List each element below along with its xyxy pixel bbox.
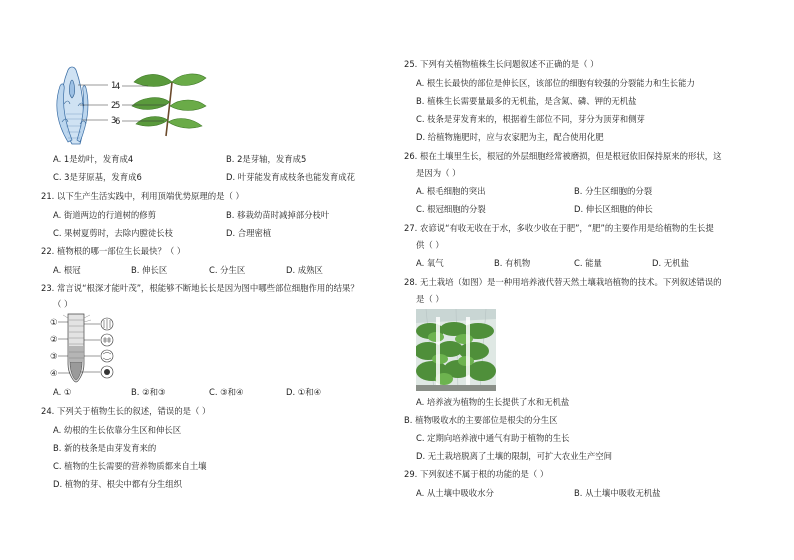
q23-fig-label-1: ① bbox=[50, 317, 58, 327]
q22-option-a: A. 根冠 bbox=[53, 265, 81, 275]
q25-stem: 25. 下列有关植物植株生长问题叙述不正确的是（ ） bbox=[404, 59, 599, 69]
q20-option-b: B. 2是芽轴，发育成5 bbox=[226, 154, 307, 164]
stem-label-5: 5 bbox=[115, 100, 121, 110]
q24-option-c: C. 植物的生长需要的营养物质都来自土壤 bbox=[53, 461, 207, 471]
q21-option-a: A. 街道两边的行道树的修剪 bbox=[53, 210, 157, 220]
q21-option-b: B. 移栽幼苗时减掉部分枝叶 bbox=[226, 210, 330, 220]
q27-stem-line1: 27. 农谚说“有收无收在于水，多收少收在于肥”，“肥”的主要作用是给植物的生长提 bbox=[404, 223, 714, 233]
q29-option-a: A. 从土壤中吸收水分 bbox=[416, 488, 494, 498]
q22-stem: 22. 植物根的哪一部位生长最快？（ ） bbox=[41, 246, 186, 256]
q23-fig-label-3: ③ bbox=[50, 351, 58, 361]
root-tip-figure bbox=[48, 312, 128, 384]
q28-stem-line1: 28. 无土栽培（如图）是一种用培养液代替天然土壤栽培植物的技术。下列叙述错误的 bbox=[404, 277, 722, 287]
q27-option-d: D. 无机盐 bbox=[652, 258, 689, 268]
q22-option-d: D. 成熟区 bbox=[286, 265, 323, 275]
q26-option-c: C. 根冠细胞的分裂 bbox=[416, 204, 486, 214]
q21-option-c: C. 果树夏剪时，去除内膛徒长枝 bbox=[53, 228, 174, 238]
q28-option-b: B. 植物吸收水的主要部位是根尖的分生区 bbox=[404, 415, 558, 425]
q23-option-c: C. ③和④ bbox=[209, 387, 244, 397]
q23-fig-label-2: ② bbox=[50, 334, 58, 344]
q28-option-a: A. 培养液为植物的生长提供了水和无机盐 bbox=[416, 397, 570, 407]
q26-option-b: B. 分生区细胞的分裂 bbox=[574, 186, 653, 196]
q20-option-c: C. 3是芽原基，发育成6 bbox=[53, 172, 142, 182]
q28-option-c: C. 定期向培养液中通气有助于植物的生长 bbox=[416, 433, 570, 443]
q23-option-a: A. ① bbox=[53, 387, 72, 397]
leafy-stem-figure bbox=[118, 68, 212, 138]
q20-option-d: D. 叶芽能发育成枝条也能发育成花 bbox=[226, 172, 356, 182]
q23-paren: （ ） bbox=[53, 299, 73, 309]
q27-stem-line2: 供（ ） bbox=[416, 240, 444, 250]
q29-stem: 29. 下列叙述不属于根的功能的是（ ） bbox=[404, 469, 549, 479]
q23-stem: 23. 常言说“根深才能叶茂”，根能够不断地长长是因为图中哪些部位细胞作用的结果？ bbox=[41, 283, 359, 293]
q26-option-d: D. 伸长区细胞的伸长 bbox=[574, 204, 653, 214]
q25-option-c: C. 枝条是芽发育来的，根据着生部位不同，芽分为顶芽和侧芽 bbox=[416, 114, 645, 124]
q29-option-b: B. 从土壤中吸收无机盐 bbox=[574, 488, 661, 498]
soilless-cultivation-photo bbox=[416, 309, 496, 391]
bud-label-3: 3 bbox=[111, 115, 117, 125]
bud-section-figure bbox=[50, 64, 120, 146]
q23-fig-label-4: ④ bbox=[50, 368, 58, 378]
q28-stem-line2: 是（ ） bbox=[416, 294, 444, 304]
q26-stem-line1: 26. 根在土壤里生长，根冠的外层细胞经常被磨损，但是根冠依旧保持原来的形状，这 bbox=[404, 151, 722, 161]
stem-label-6: 6 bbox=[115, 116, 121, 126]
q25-option-a: A. 根生长最快的部位是伸长区，该部位的细胞有较强的分裂能力和生长能力 bbox=[416, 78, 695, 88]
q26-stem-line2: 是因为（ ） bbox=[416, 168, 461, 178]
stem-label-4: 4 bbox=[115, 81, 121, 91]
q27-option-a: A. 氧气 bbox=[416, 258, 444, 268]
q21-option-d: D. 合理密植 bbox=[226, 228, 272, 238]
q20-option-a: A. 1是幼叶，发育成4 bbox=[53, 154, 134, 164]
q21-stem: 21. 以下生产生活实践中，利用顶端优势原理的是（ ） bbox=[41, 191, 244, 201]
bud-label-1: 1 bbox=[111, 80, 117, 90]
q25-option-d: D. 给植物施肥时，应与农家肥为主，配合使用化肥 bbox=[416, 132, 604, 142]
q22-option-c: C. 分生区 bbox=[209, 265, 246, 275]
q22-option-b: B. 伸长区 bbox=[131, 265, 168, 275]
q23-option-d: D. ①和④ bbox=[286, 387, 322, 397]
q24-stem: 24. 下列关于植物生长的叙述，错误的是（ ） bbox=[41, 406, 211, 416]
q24-option-a: A. 幼根的生长依靠分生区和伸长区 bbox=[53, 425, 182, 435]
q25-option-b: B. 植株生长需要量最多的无机盐，是含氮、磷、钾的无机盐 bbox=[416, 96, 637, 106]
q24-option-d: D. 植物的芽、根尖中都有分生组织 bbox=[53, 479, 183, 489]
q24-option-b: B. 新的枝条是由芽发育来的 bbox=[53, 443, 157, 453]
q26-option-a: A. 根毛细胞的突出 bbox=[416, 186, 486, 196]
q28-option-d: D. 无土栽培脱离了土壤的限制，可扩大农业生产空间 bbox=[416, 451, 613, 461]
q27-option-b: B. 有机物 bbox=[494, 258, 531, 268]
q27-option-c: C. 能量 bbox=[574, 258, 602, 268]
bud-label-2: 2 bbox=[111, 100, 117, 110]
q23-option-b: B. ②和③ bbox=[131, 387, 166, 397]
